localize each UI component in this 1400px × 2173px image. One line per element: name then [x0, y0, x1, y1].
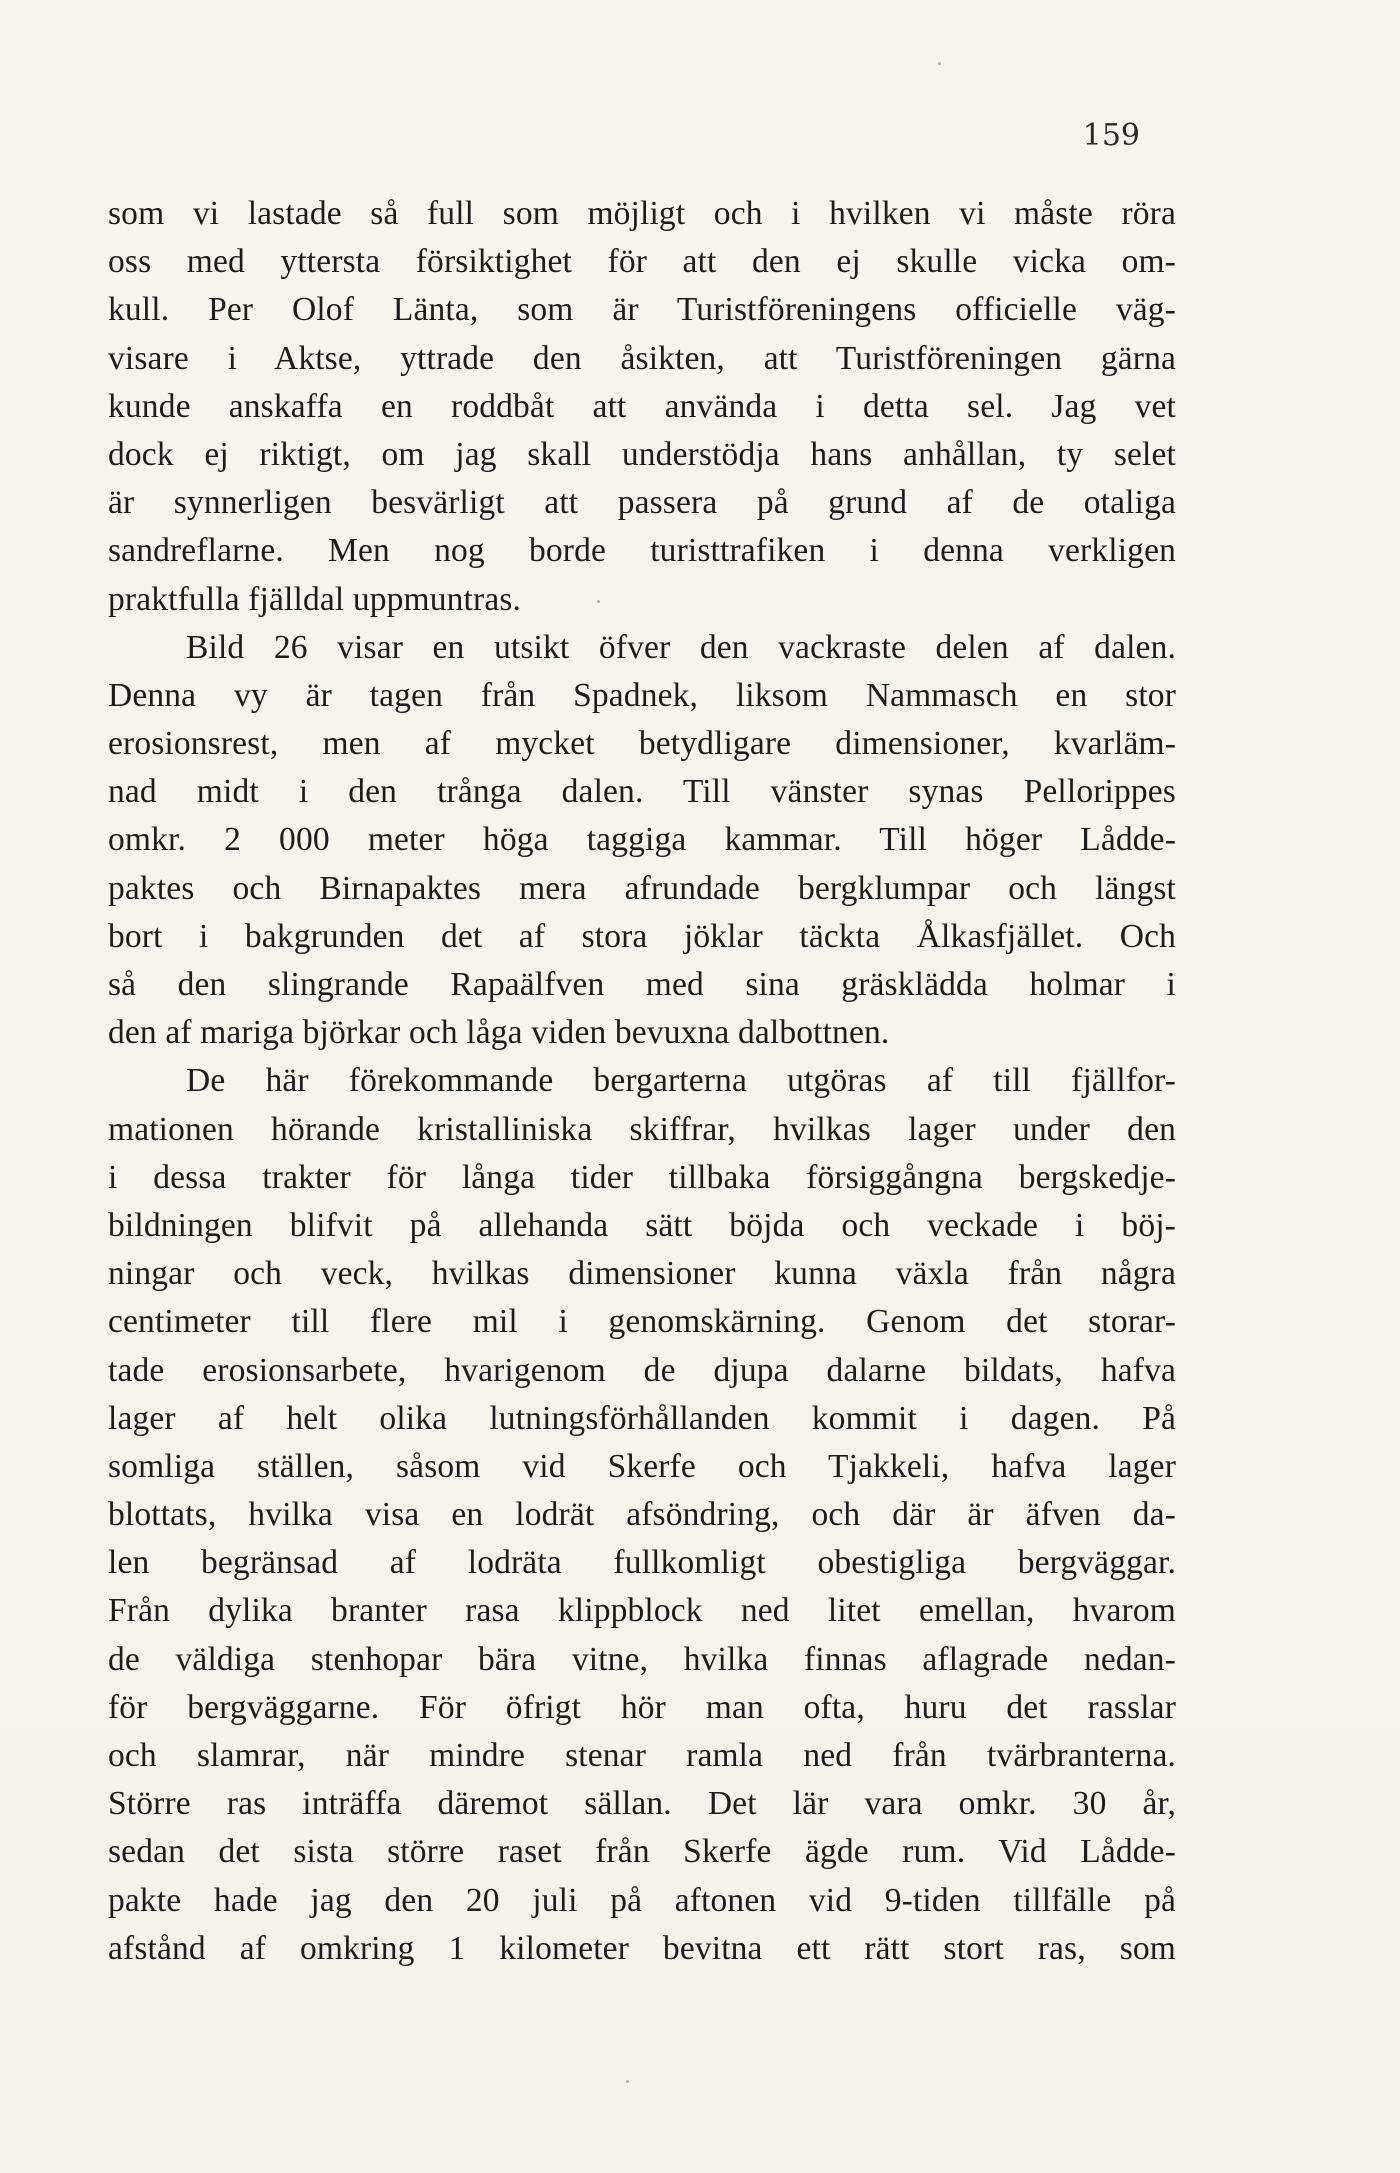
paper-speck: [626, 2080, 629, 2083]
body-text: [108, 190, 1176, 1973]
text-line: somliga ställen, såsom vid Skerfe och Tjakkeli, hafva lager: [108, 1447, 1176, 1485]
text-line: ningar och veck, hvilkas dimensioner kunna växla från några: [108, 1255, 1176, 1293]
text-line: nad midt i den trånga dalen. Till vänster synas Pellorippes: [108, 773, 1176, 811]
paper-speck: [938, 62, 941, 65]
text-line: centimeter till flere mil i genomskärning. Genom det storar-: [108, 1303, 1176, 1341]
text-line: erosionsrest, men af mycket betydligare dimensioner, kvarläm-: [108, 725, 1176, 763]
text-line: kull. Per Olof Länta, som är Turistföreningens officielle väg-: [108, 291, 1176, 329]
text-line: sedan det sista större raset från Skerfe ägde rum. Vid Lådde-: [108, 1833, 1176, 1871]
text-line: som vi lastade så full som möjligt och i hvilken vi måste röra: [108, 195, 1176, 232]
text-line: i dessa trakter för långa tider tillbaka försiggångna bergskedje-: [108, 1158, 1176, 1196]
text-line: pakte hade jag den 20 juli på aftonen vid 9-tiden tillfälle på: [108, 1881, 1176, 1919]
text-line: Från dylika branter rasa klippblock ned litet emellan, hvarom: [108, 1592, 1176, 1630]
text-line: bort i bakgrunden det af stora jöklar täckta Ålkasfjället. Och: [108, 917, 1176, 955]
paper-speck: [597, 600, 600, 603]
text-line: är synnerligen besvärligt att passera på grund af de otaliga: [108, 484, 1176, 522]
text-line: praktfulla fjälldal uppmuntras.: [108, 580, 522, 618]
text-line: och slamrar, när mindre stenar ramla ned från tvärbranterna.: [108, 1737, 1176, 1774]
page-number: 159: [1082, 118, 1140, 153]
text-line: den af mariga björkar och låga viden bevuxna dalbottnen.: [108, 1014, 890, 1052]
text-line: De här förekommande bergarterna utgöras af till fjällfor-: [186, 1062, 1176, 1100]
text-line: bildningen blifvit på allehanda sätt böjda och veckade i böj-: [108, 1206, 1176, 1244]
text-line: Bild 26 visar en utsikt öfver den vackraste delen af dalen.: [186, 628, 1176, 666]
text-line: lager af helt olika lutningsförhållanden kommit i dagen. På: [108, 1399, 1176, 1437]
text-line: visare i Aktse, yttrade den åsikten, att Turistföreningen gärna: [108, 339, 1176, 377]
text-line: dock ej riktigt, om jag skall understödja hans anhållan, ty selet: [108, 435, 1176, 473]
text-line: afstånd af omkring 1 kilometer bevitna ett rätt stort ras, som: [108, 1929, 1176, 1967]
text-line: blottats, hvilka visa en lodrät afsöndring, och där är äfven da-: [108, 1496, 1176, 1534]
text-line: len begränsad af lodräta fullkomligt obestigliga bergväggar.: [108, 1544, 1176, 1582]
text-line: för bergväggarne. För öfrigt hör man ofta, huru det rasslar: [108, 1688, 1176, 1726]
text-line: oss med yttersta försiktighet för att den ej skulle vicka om-: [108, 243, 1176, 281]
text-line: de väldiga stenhopar bära vitne, hvilka finnas aflagrade nedan-: [108, 1640, 1176, 1678]
text-line: kunde anskaffa en roddbåt att använda i detta sel. Jag vet: [108, 387, 1176, 425]
text-line: mationen hörande kristalliniska skiffrar, hvilkas lager under den: [108, 1110, 1176, 1148]
text-line: tade erosionsarbete, hvarigenom de djupa dalarne bildats, hafva: [108, 1351, 1176, 1389]
text-line: Större ras inträffa däremot sällan. Det lär vara omkr. 30 år,: [108, 1785, 1176, 1823]
text-line: sandreflarne. Men nog borde turisttrafiken i denna verkligen: [108, 532, 1176, 570]
text-line: så den slingrande Rapaälfven med sina gräsklädda holmar i: [108, 966, 1176, 1003]
text-line: paktes och Birnapaktes mera afrundade bergklumpar och längst: [108, 869, 1176, 907]
text-line: Denna vy är tagen från Spadnek, liksom Nammasch en stor: [108, 676, 1176, 714]
text-line: omkr. 2 000 meter höga taggiga kammar. Till höger Lådde-: [108, 821, 1176, 859]
